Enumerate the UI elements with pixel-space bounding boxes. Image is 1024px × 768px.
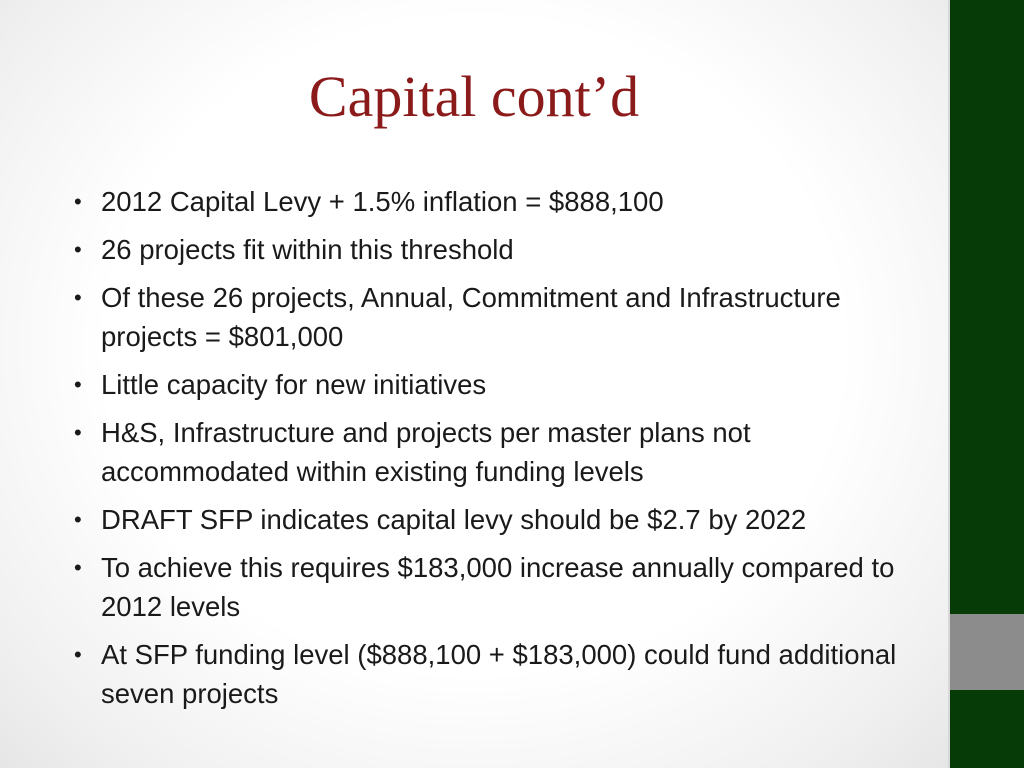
bullet-item [72, 230, 940, 269]
bullet-dot-icon: • [74, 642, 82, 667]
bullet-dot-icon: • [74, 555, 82, 580]
bullet-list [72, 182, 940, 722]
bullet-text: At SFP funding level ($888,100 + $183,000) could fund additional seven projects [101, 639, 897, 709]
bullet-dot-icon: • [74, 372, 82, 397]
bullet-dot-icon: • [74, 237, 82, 262]
bullet-item [72, 635, 940, 713]
bullet-text: DRAFT SFP indicates capital levy should be $2.7 by 2022 [101, 504, 807, 535]
side-decor-accent [950, 614, 1024, 690]
bullet-item [72, 413, 940, 491]
bullet-dot-icon: • [74, 507, 82, 532]
bullet-text: Of these 26 projects, Annual, Commitment and Infrastructure projects = $801,000 [101, 282, 841, 352]
bullet-item [72, 500, 940, 539]
bullet-item [72, 278, 940, 356]
bullet-text: H&S, Infrastructure and projects per master plans not accommodated within existing funding levels [101, 417, 751, 487]
bullet-item [72, 182, 940, 221]
slide-title: Capital cont’d [308, 64, 640, 129]
side-decor-band [948, 0, 1024, 768]
bullet-text: To achieve this requires $183,000 increase annually compared to 2012 levels [101, 552, 895, 622]
bullet-text: 2012 Capital Levy + 1.5% inflation = $888,100 [101, 186, 664, 217]
bullet-text: 26 projects fit within this threshold [101, 234, 514, 265]
bullet-text: Little capacity for new initiatives [101, 369, 487, 400]
bullet-item [72, 365, 940, 404]
bullet-dot-icon: • [74, 189, 82, 214]
bullet-dot-icon: • [74, 420, 82, 445]
bullet-dot-icon: • [74, 285, 82, 310]
bullet-item [72, 548, 940, 626]
